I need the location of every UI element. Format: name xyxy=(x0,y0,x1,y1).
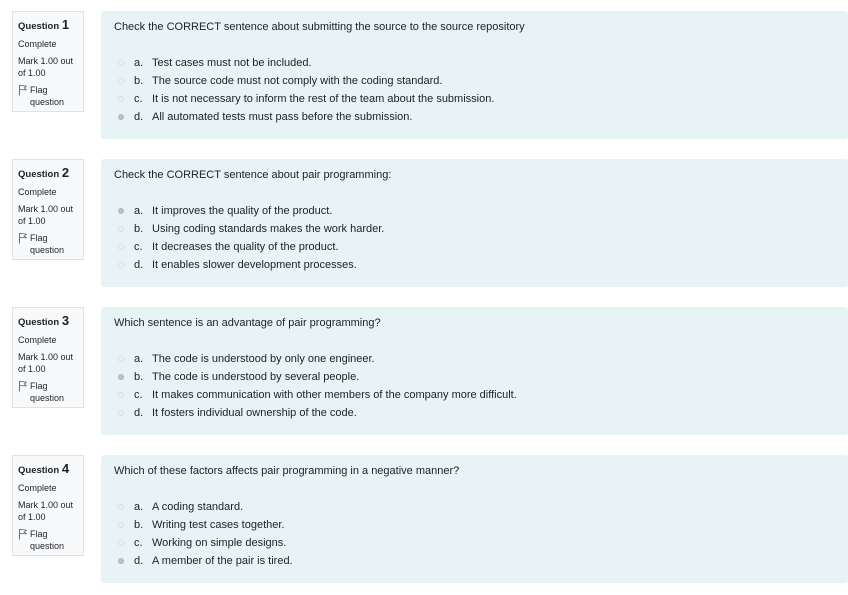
question-label: Question xyxy=(18,21,60,32)
answer-letter: c. xyxy=(134,537,143,549)
answer-option-c[interactable] xyxy=(118,534,293,552)
answer-text: Writing test cases together. xyxy=(152,519,285,531)
question-number-value: 4 xyxy=(61,461,70,476)
question-block-4 xyxy=(0,455,848,585)
answer-letter: a. xyxy=(134,353,144,365)
answer-list xyxy=(118,202,384,274)
answer-option-a[interactable] xyxy=(118,350,517,368)
answer-letter: b. xyxy=(134,75,144,87)
question-block-2 xyxy=(0,159,848,289)
question-info-panel xyxy=(12,159,84,260)
question-block-1 xyxy=(0,11,848,141)
answer-text: The code is understood by only one engineer. xyxy=(152,353,375,365)
question-info-panel xyxy=(12,11,84,112)
answer-list xyxy=(118,350,517,422)
answer-text: All automated tests must pass before the submission. xyxy=(152,111,413,123)
flag-label-line1: Flag xyxy=(30,85,48,95)
answer-radio[interactable] xyxy=(118,410,124,416)
answer-text: It decreases the quality of the product. xyxy=(152,241,339,253)
flag-label-line2: question xyxy=(30,393,65,403)
answer-letter: b. xyxy=(134,371,144,383)
answer-letter: d. xyxy=(134,111,144,123)
answer-text: It improves the quality of the product. xyxy=(152,205,333,217)
question-grade xyxy=(18,203,78,227)
answer-option-d[interactable] xyxy=(118,404,517,422)
question-text: Check the CORRECT sentence about submitting the source to the source repository xyxy=(114,21,525,33)
question-number xyxy=(18,314,78,330)
answer-list xyxy=(118,498,293,570)
answer-letter: c. xyxy=(134,93,143,105)
answer-text: Using coding standards makes the work harder. xyxy=(152,223,385,235)
answer-radio[interactable] xyxy=(118,114,124,120)
answer-option-a[interactable] xyxy=(118,498,293,516)
flag-question-link[interactable] xyxy=(18,380,78,404)
flag-label-line1: Flag xyxy=(30,381,48,391)
answer-radio[interactable] xyxy=(118,356,124,362)
answer-letter: b. xyxy=(134,223,144,235)
question-content xyxy=(101,159,848,287)
answer-radio[interactable] xyxy=(118,226,124,232)
question-grade xyxy=(18,351,78,375)
answer-list xyxy=(118,54,494,126)
question-text: Which sentence is an advantage of pair programming? xyxy=(114,317,381,329)
question-text: Which of these factors affects pair programming in a negative manner? xyxy=(114,465,460,477)
answer-text: It is not necessary to inform the rest of the team about the submission. xyxy=(152,93,495,105)
answer-letter: c. xyxy=(134,241,143,253)
question-state: Complete xyxy=(18,187,57,197)
answer-option-a[interactable] xyxy=(118,202,384,220)
answer-text: It makes communication with other members of the company more difficult. xyxy=(152,389,517,401)
answer-radio[interactable] xyxy=(118,244,124,250)
answer-radio[interactable] xyxy=(118,208,124,214)
question-label: Question xyxy=(18,317,60,328)
question-number-value: 2 xyxy=(61,165,70,180)
answer-option-b[interactable] xyxy=(118,220,384,238)
answer-letter: a. xyxy=(134,501,144,513)
answer-letter: a. xyxy=(134,205,144,217)
flag-question-link[interactable] xyxy=(18,84,78,108)
question-grade-line1: Mark 1.00 out xyxy=(18,352,74,362)
question-text: Check the CORRECT sentence about pair programming: xyxy=(114,169,392,181)
answer-text: A member of the pair is tired. xyxy=(152,555,293,567)
flag-icon xyxy=(18,232,28,244)
question-grade-line2: of 1.00 xyxy=(18,364,46,374)
answer-option-a[interactable] xyxy=(118,54,494,72)
answer-text: It fosters individual ownership of the code. xyxy=(152,407,357,419)
answer-option-b[interactable] xyxy=(118,72,494,90)
question-content xyxy=(101,455,848,583)
answer-letter: d. xyxy=(134,555,144,567)
question-grade-line1: Mark 1.00 out xyxy=(18,500,74,510)
answer-option-d[interactable] xyxy=(118,552,293,570)
answer-text: It enables slower development processes. xyxy=(152,259,357,271)
question-state: Complete xyxy=(18,39,57,49)
flag-icon xyxy=(18,84,28,96)
answer-radio[interactable] xyxy=(118,78,124,84)
question-grade xyxy=(18,499,78,523)
flag-label-line2: question xyxy=(30,245,65,255)
answer-text: Test cases must not be included. xyxy=(152,57,312,69)
flag-question-link[interactable] xyxy=(18,528,78,552)
question-info-panel xyxy=(12,307,84,408)
answer-radio[interactable] xyxy=(118,262,124,268)
answer-radio[interactable] xyxy=(118,558,124,564)
question-grade-line2: of 1.00 xyxy=(18,512,46,522)
question-grade xyxy=(18,55,78,79)
answer-radio[interactable] xyxy=(118,392,124,398)
question-grade-line1: Mark 1.00 out xyxy=(18,56,74,66)
question-number xyxy=(18,18,78,34)
question-grade-line1: Mark 1.00 out xyxy=(18,204,74,214)
answer-radio[interactable] xyxy=(118,374,124,380)
answer-text: The code is understood by several people. xyxy=(152,371,360,383)
question-info-panel xyxy=(12,455,84,556)
flag-icon xyxy=(18,528,28,540)
answer-radio[interactable] xyxy=(118,96,124,102)
question-state: Complete xyxy=(18,335,57,345)
answer-radio[interactable] xyxy=(118,540,124,546)
answer-letter: d. xyxy=(134,407,144,419)
question-number xyxy=(18,166,78,182)
flag-icon xyxy=(18,380,28,392)
answer-option-c[interactable] xyxy=(118,238,384,256)
question-grade-line2: of 1.00 xyxy=(18,216,46,226)
answer-text: A coding standard. xyxy=(152,501,244,513)
question-number-value: 1 xyxy=(61,17,70,32)
question-content xyxy=(101,307,848,435)
answer-text: Working on simple designs. xyxy=(152,537,287,549)
answer-option-d[interactable] xyxy=(118,108,494,126)
answer-letter: a. xyxy=(134,57,144,69)
answer-radio[interactable] xyxy=(118,522,124,528)
answer-option-b[interactable] xyxy=(118,368,517,386)
answer-option-d[interactable] xyxy=(118,256,384,274)
flag-label-line1: Flag xyxy=(30,529,48,539)
answer-option-b[interactable] xyxy=(118,516,293,534)
question-state: Complete xyxy=(18,483,57,493)
flag-label-line2: question xyxy=(30,97,65,107)
answer-option-c[interactable] xyxy=(118,90,494,108)
question-label: Question xyxy=(18,169,60,180)
question-grade-line2: of 1.00 xyxy=(18,68,46,78)
question-content xyxy=(101,11,848,139)
question-label: Question xyxy=(18,465,60,476)
answer-radio[interactable] xyxy=(118,60,124,66)
question-number xyxy=(18,462,78,478)
question-block-3 xyxy=(0,307,848,437)
answer-option-c[interactable] xyxy=(118,386,517,404)
flag-question-link[interactable] xyxy=(18,232,78,256)
answer-letter: b. xyxy=(134,519,144,531)
answer-letter: d. xyxy=(134,259,144,271)
answer-radio[interactable] xyxy=(118,504,124,510)
question-number-value: 3 xyxy=(61,313,70,328)
flag-label-line2: question xyxy=(30,541,65,551)
answer-text: The source code must not comply with the coding standard. xyxy=(152,75,443,87)
flag-label-line1: Flag xyxy=(30,233,48,243)
answer-letter: c. xyxy=(134,389,143,401)
